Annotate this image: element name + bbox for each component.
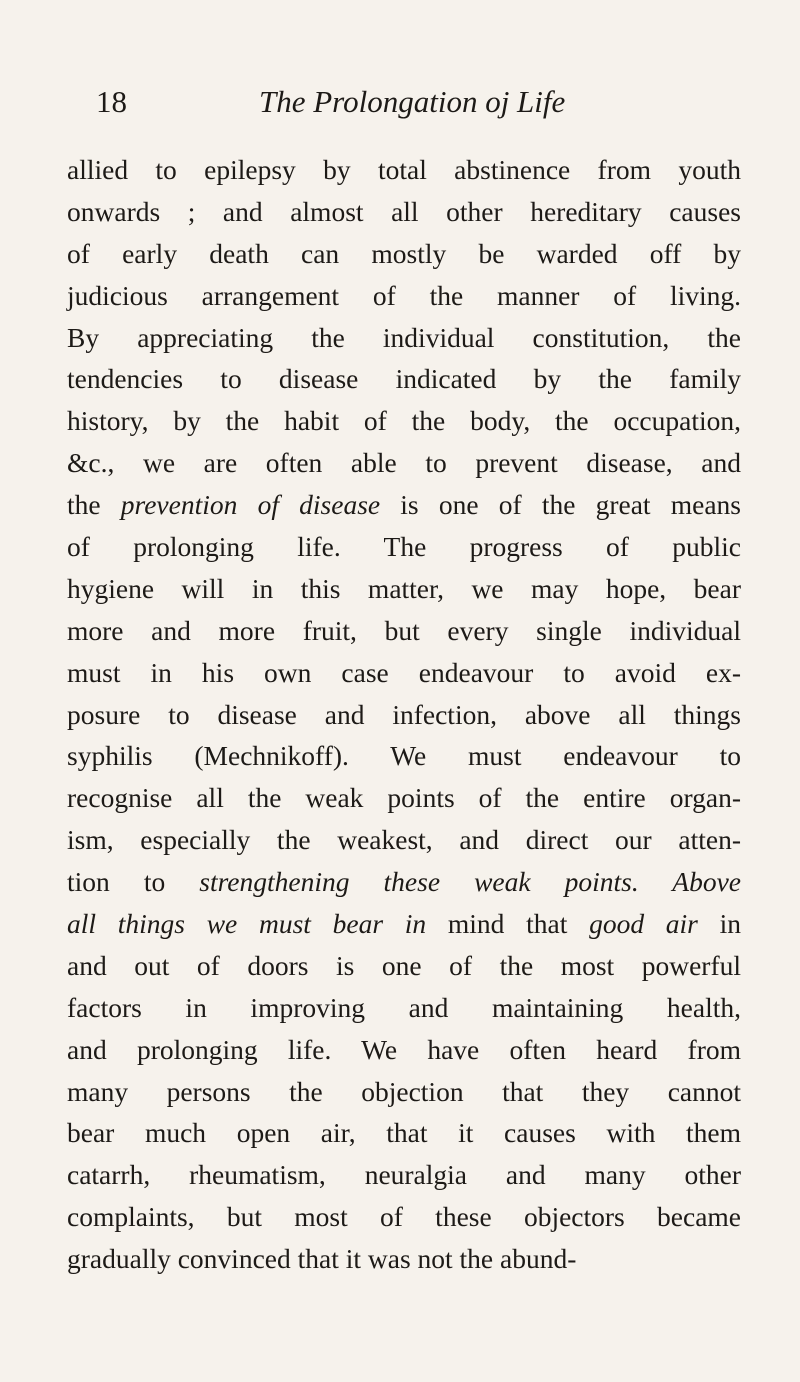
text-line: and out of doors is one of the most powerful (67, 949, 741, 981)
page-number: 18 (96, 84, 127, 119)
text-run: the (67, 489, 121, 521)
text-line: of prolonging life. The progress of public (67, 531, 741, 563)
text-line: allied to epilepsy by total abstinence from youth (67, 154, 741, 185)
text-line: complaints, but most of these objectors became (67, 1201, 741, 1233)
text-run: in (697, 908, 741, 940)
text-line: judicious arrangement of the manner of living. (67, 279, 741, 311)
text-line: &c., we are often able to prevent disease, and (67, 447, 741, 479)
text-line: ism, especially the weakest, and direct our atten- (67, 824, 741, 856)
running-title: The Prolongation oj Life (259, 84, 566, 119)
text-line (67, 484, 741, 526)
text-run: mind that (426, 908, 590, 940)
text-line: factors in improving and maintaining health, (67, 991, 741, 1023)
text-line (67, 861, 741, 903)
text-line (67, 903, 741, 945)
text-line: catarrh, rheumatism, neuralgia and many other (67, 1159, 741, 1191)
italic-text: strengthening these weak points. Above (199, 866, 741, 898)
text-line: bear much open air, that it causes with them (67, 1117, 741, 1149)
italic-text: all things we must bear in (67, 908, 427, 940)
text-line: tendencies to disease indicated by the family (67, 363, 741, 395)
text-line: onwards ; and almost all other hereditary causes (67, 195, 741, 227)
text-run: tion to (67, 866, 200, 898)
text-line: must in his own case endeavour to avoid ex- (67, 656, 741, 688)
text-line: syphilis (Mechnikoff). We must endeavour to (67, 740, 741, 772)
text-line: gradually convinced that it was not the abund- (67, 1243, 577, 1275)
text-line: history, by the habit of the body, the occupation, (67, 405, 741, 437)
text-line: of early death can mostly be warded off by (67, 237, 741, 269)
text-line: posure to disease and infection, above all things (67, 698, 741, 730)
body-text (67, 149, 741, 1280)
italic-text: prevention of disease (120, 489, 381, 521)
text-line: many persons the objection that they cannot (67, 1075, 741, 1107)
text-line: hygiene will in this matter, we may hope, bear (67, 572, 741, 604)
text-run: is one of the great means (380, 489, 741, 521)
italic-text: good air (589, 908, 698, 940)
text-line: more and more fruit, but every single individual (67, 614, 741, 646)
text-line: By appreciating the individual constitution, the (67, 321, 741, 353)
text-line: recognise all the weak points of the entire organ- (67, 782, 741, 814)
text-line: and prolonging life. We have often heard from (67, 1033, 741, 1065)
running-head (96, 82, 736, 122)
